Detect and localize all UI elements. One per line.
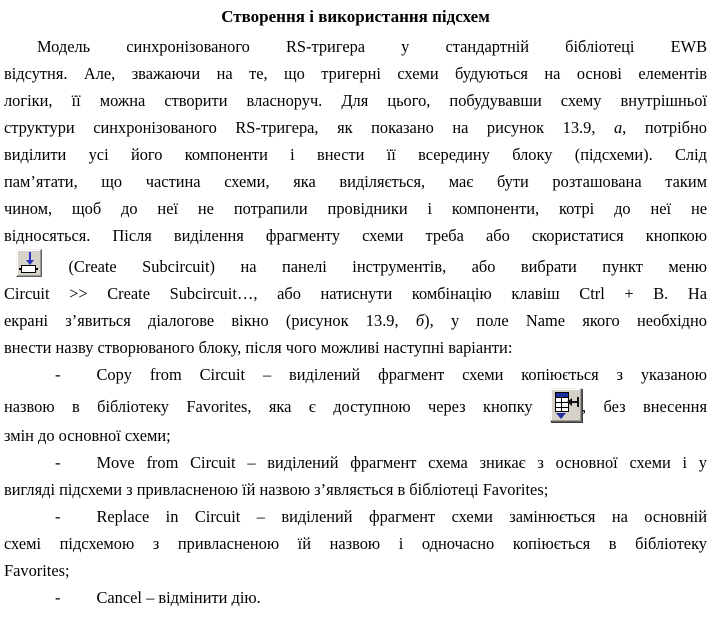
text-run: відсутня. Але, зважаючи на те, що тригерні схеми будуються на основі елементів <box>4 64 707 83</box>
text-line <box>4 557 707 584</box>
text-line <box>4 307 707 334</box>
text-line <box>4 422 707 449</box>
favorites-icon <box>550 388 582 422</box>
page-title: Створення і використання підсхем <box>221 7 490 26</box>
text-line <box>4 361 707 388</box>
text-run: змін до основної схеми; <box>4 426 171 445</box>
text-run: а <box>613 118 623 137</box>
paragraph <box>4 33 707 361</box>
text-run: пам’ятати, що частина схеми, яка виділяється, має бути розташована таким <box>4 172 707 191</box>
text-run: Favorites; <box>4 561 70 580</box>
down-triangle-icon <box>556 413 566 419</box>
text-line <box>4 449 707 476</box>
text-run: назвою в бібліотеку Favorites, яка є доступною через кнопку <box>4 397 551 416</box>
text-line <box>4 249 707 280</box>
text-line <box>4 222 707 249</box>
list-item <box>4 361 707 449</box>
list-item <box>4 503 707 584</box>
list-item <box>4 584 707 611</box>
text-run: Replace in Circuit – виділений фрагмент схеми замінюється на основній <box>96 507 707 526</box>
text-line <box>4 33 707 60</box>
text-run: Circuit >> Create Subcircuit…, або натиснути комбінацію клавіш Ctrl + B. На <box>4 284 707 303</box>
text-run: схемі підсхемою з привласненою їй назвою і одночасно копіюється в бібліотеку <box>4 534 707 553</box>
arrow-end-bar <box>577 397 579 407</box>
text-line <box>4 388 707 422</box>
text-line <box>4 141 707 168</box>
text-line <box>4 530 707 557</box>
text-line <box>4 584 707 611</box>
list-item <box>4 449 707 503</box>
text-line <box>4 195 707 222</box>
text-run: , потрібно <box>622 118 707 137</box>
text-line <box>4 114 707 141</box>
text-run: структури синхронізованого RS-тригера, як показано на рисунок 13.9, <box>4 118 614 137</box>
text-line <box>4 87 707 114</box>
text-run: Модель синхронізованого RS-тригера у стандартній бібліотеці EWB <box>37 37 707 56</box>
list-dash-marker: - <box>55 453 61 472</box>
create-subcircuit-icon <box>16 249 42 277</box>
text-line <box>4 168 707 195</box>
text-run: екрані з’явиться діалогове вікно (рисунок 13.9, <box>4 311 416 330</box>
text-run: чином, щоб до неї не потрапили провідники і компоненти, котрі до неї не <box>4 199 707 218</box>
text-run: логіки, її можна створити власноруч. Для цього, побудувавши схему внутрішньої <box>4 91 707 110</box>
text-line <box>4 334 707 361</box>
text-run: Copy from Circuit – виділений фрагмент схеми копіюється з указаною <box>96 365 707 384</box>
component-symbol <box>21 265 36 273</box>
text-run: вигляді підсхеми з привласненою їй назвою з’являється в бібліотеці Favorites; <box>4 480 549 499</box>
document-body <box>4 33 707 611</box>
text-line <box>4 280 707 307</box>
text-line <box>4 60 707 87</box>
text-run: внести назву створюваного блоку, після чого можливі наступні варіанти: <box>4 338 513 357</box>
text-run: (Create Subcircuit) на панелі інструментів, або вибрати пункт меню <box>43 257 707 276</box>
list-dash-marker: - <box>55 365 61 384</box>
text-line <box>4 503 707 530</box>
list-dash-marker: - <box>55 588 61 607</box>
text-run: відносяться. Після виділення фрагменту схеми треба або скористатися кнопкою <box>4 226 707 245</box>
text-run: ), у поле Name якого необхідно <box>424 311 707 330</box>
text-run: , без внесення <box>582 397 707 416</box>
list-dash-marker: - <box>55 507 61 526</box>
text-run: виділити усі його компоненти і внести її всередину блоку (підсхеми). Слід <box>4 145 707 164</box>
text-run: Move from Circuit – виділений фрагмент схема зникає з основної схеми і у <box>96 453 707 472</box>
text-line <box>4 476 707 503</box>
text-run: Cancel – відмінити дію. <box>96 588 261 607</box>
text-run: б <box>415 311 425 330</box>
